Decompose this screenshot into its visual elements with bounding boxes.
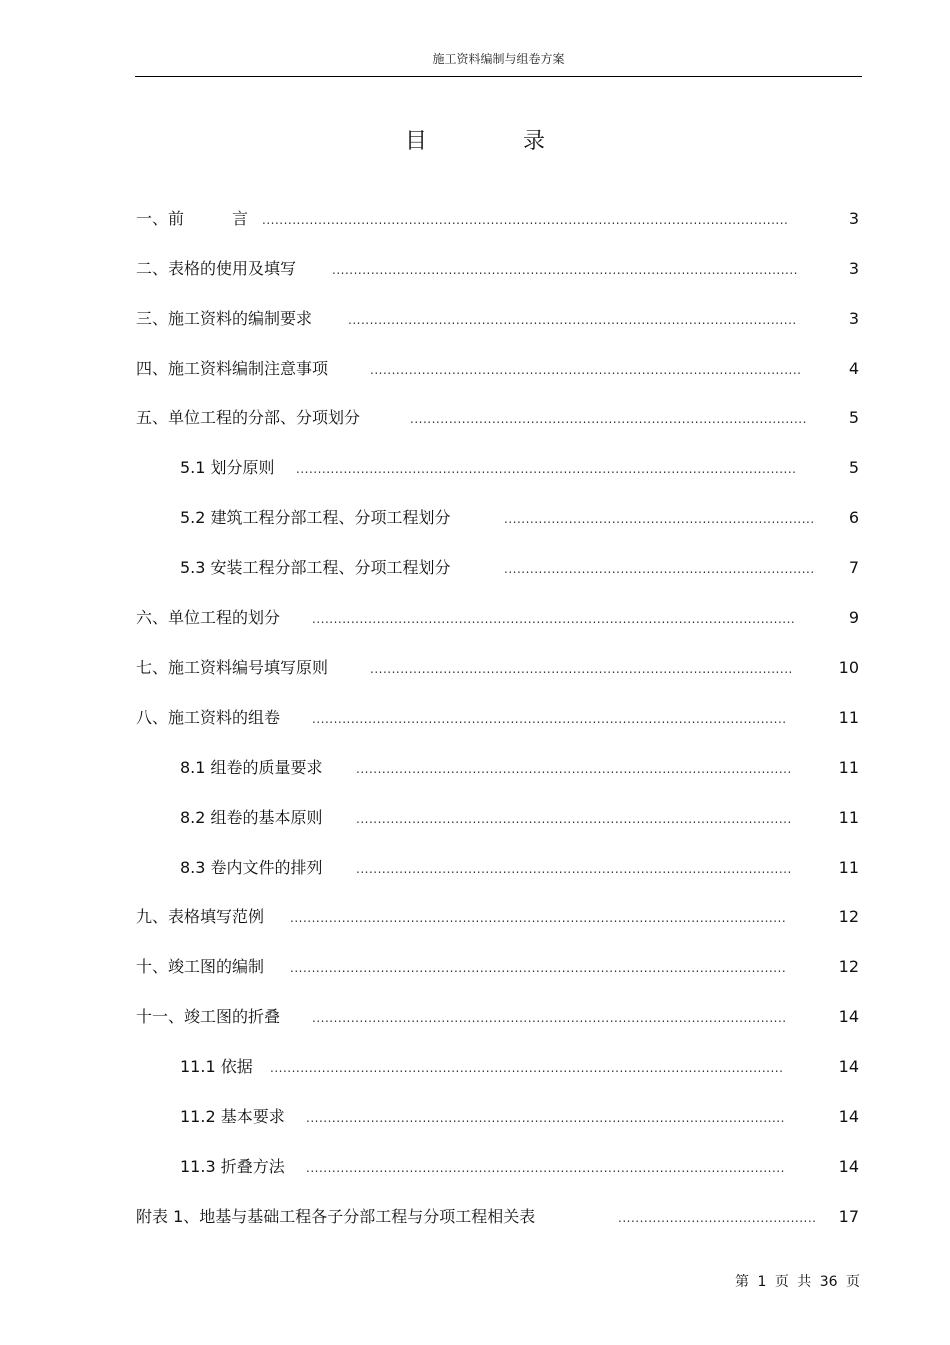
toc-entry-page: 11 xyxy=(838,758,859,777)
page-header: 施工资料编制与组卷方案 xyxy=(432,52,565,66)
toc-entry-label: 十一、竣工图的折叠 xyxy=(136,1007,281,1026)
toc-entry[interactable] xyxy=(0,456,950,480)
toc-entry[interactable] xyxy=(0,606,950,630)
toc-entry-page: 11 xyxy=(838,708,859,727)
toc-leader-dots: .............................................................................................................. xyxy=(312,712,787,726)
toc-entry-page: 9 xyxy=(848,608,859,627)
toc-entry-label: 11.3 折叠方法 xyxy=(180,1157,285,1176)
toc-entry[interactable] xyxy=(0,1005,950,1029)
toc-entry-page: 5 xyxy=(848,458,859,477)
toc-entry-page: 14 xyxy=(838,1107,859,1126)
toc-entry[interactable] xyxy=(0,656,950,680)
toc-entry-label: 8.1 组卷的质量要求 xyxy=(180,758,323,777)
toc-entry-page: 14 xyxy=(838,1007,859,1026)
toc-entry-page: 5 xyxy=(848,408,859,427)
toc-leader-dots: ................................................................................................................... xyxy=(290,961,787,975)
toc-entry-label: 5.2 建筑工程分部工程、分项工程划分 xyxy=(180,508,451,527)
toc-leader-dots: ................................................................................................................... xyxy=(290,911,787,925)
toc-entry-label: 八、施工资料的组卷 xyxy=(136,708,281,727)
toc-title-left: 目 xyxy=(404,129,427,154)
toc-leader-dots: ............................................................................................ xyxy=(410,412,807,426)
footer-word-ye-2: 页 xyxy=(846,1274,860,1290)
toc-leader-dots: ..................................................................................................... xyxy=(356,862,792,876)
toc-entry-page: 3 xyxy=(848,259,859,278)
toc-title-right: 录 xyxy=(523,129,546,154)
toc-entry-page: 12 xyxy=(838,957,859,976)
toc-entry[interactable] xyxy=(0,257,950,281)
footer-word-gong: 共 xyxy=(797,1274,812,1290)
toc-entry-page: 12 xyxy=(838,907,859,926)
toc-leader-dots: ............................................................................................................ xyxy=(332,263,798,277)
toc-entry-label: 8.3 卷内文件的排列 xyxy=(180,858,323,877)
toc-leader-dots: ....................................................................................................................... xyxy=(270,1061,784,1075)
toc-entry-label: 七、施工资料编号填写原则 xyxy=(136,658,329,677)
toc-entry-page: 6 xyxy=(848,508,859,527)
toc-entry-label: 一、前 言 xyxy=(136,209,249,228)
toc-entry[interactable] xyxy=(0,506,950,530)
toc-leader-dots: .................................................................................................... xyxy=(370,363,802,377)
toc-entry[interactable] xyxy=(0,955,950,979)
toc-entry-label: 三、施工资料的编制要求 xyxy=(136,309,313,328)
toc-entry[interactable] xyxy=(0,706,950,730)
toc-entry-label: 5.1 划分原则 xyxy=(180,458,275,477)
toc-leader-dots: ............................................................................................................... xyxy=(306,1111,785,1125)
toc-entry-label: 十、竣工图的编制 xyxy=(136,957,265,976)
toc-entry[interactable] xyxy=(0,207,950,231)
toc-entry-label: 附表 1、地基与基础工程各子分部工程与分项工程相关表 xyxy=(136,1207,536,1226)
toc-entry-page: 11 xyxy=(838,858,859,877)
toc-entry[interactable] xyxy=(0,307,950,331)
toc-entry[interactable] xyxy=(0,756,950,780)
toc-entry[interactable] xyxy=(0,1205,950,1229)
toc-leader-dots: ..................................................................................................... xyxy=(356,762,792,776)
toc-entry-label: 8.2 组卷的基本原则 xyxy=(180,808,323,827)
toc-entry-page: 3 xyxy=(848,309,859,328)
toc-entry-label: 九、表格填写范例 xyxy=(136,907,265,926)
toc-leader-dots: .............................................. xyxy=(618,1211,817,1225)
toc-entry-label: 二、表格的使用及填写 xyxy=(136,259,297,278)
toc-entry[interactable] xyxy=(0,905,950,929)
toc-entry-label: 五、单位工程的分部、分项划分 xyxy=(136,408,361,427)
toc-entry-label: 四、施工资料编制注意事项 xyxy=(136,359,329,378)
toc-entry-page: 14 xyxy=(838,1057,859,1076)
toc-entry[interactable] xyxy=(0,1105,950,1129)
toc-entry-page: 17 xyxy=(838,1207,859,1226)
footer-total-pages: 36 xyxy=(819,1274,838,1290)
toc-entry-page: 10 xyxy=(838,658,859,677)
toc-entry[interactable] xyxy=(0,1055,950,1079)
toc-leader-dots: .................................................................................................................... xyxy=(296,462,797,476)
toc-leader-dots: ..................................................................................................... xyxy=(356,812,792,826)
toc-entry-page: 11 xyxy=(838,808,859,827)
toc-entry-label: 11.1 依据 xyxy=(180,1057,253,1076)
toc-entry-page: 7 xyxy=(848,558,859,577)
footer-word-ye: 页 xyxy=(774,1274,789,1290)
toc-leader-dots: ........................................................................ xyxy=(504,512,815,526)
toc-leader-dots: ............................................................................................................... xyxy=(306,1161,785,1175)
toc-entry-label: 六、单位工程的划分 xyxy=(136,608,281,627)
toc-entry[interactable] xyxy=(0,357,950,381)
toc-leader-dots: ........................................................................ xyxy=(504,562,815,576)
page-footer xyxy=(731,1271,860,1291)
toc-entry-page: 4 xyxy=(848,359,859,378)
toc-leader-dots: ........................................................................................................ xyxy=(348,313,797,327)
toc-entry[interactable] xyxy=(0,1155,950,1179)
footer-current-page: 1 xyxy=(757,1274,767,1290)
toc-leader-dots: .................................................................................................. xyxy=(370,662,793,676)
toc-entry-label: 5.3 安装工程分部工程、分项工程划分 xyxy=(180,558,451,577)
toc-leader-dots: .......................................................................................................................... xyxy=(262,213,789,227)
toc-leader-dots: ................................................................................................................ xyxy=(312,612,796,626)
toc-entry[interactable] xyxy=(0,856,950,880)
toc-entry[interactable] xyxy=(0,406,950,430)
toc-entry-label: 11.2 基本要求 xyxy=(180,1107,285,1126)
toc-entry-page: 3 xyxy=(848,209,859,228)
toc-entry-page: 14 xyxy=(838,1157,859,1176)
toc-entry[interactable] xyxy=(0,806,950,830)
toc-leader-dots: .............................................................................................................. xyxy=(312,1011,787,1025)
toc-entry[interactable] xyxy=(0,556,950,580)
footer-word-di: 第 xyxy=(734,1274,749,1290)
